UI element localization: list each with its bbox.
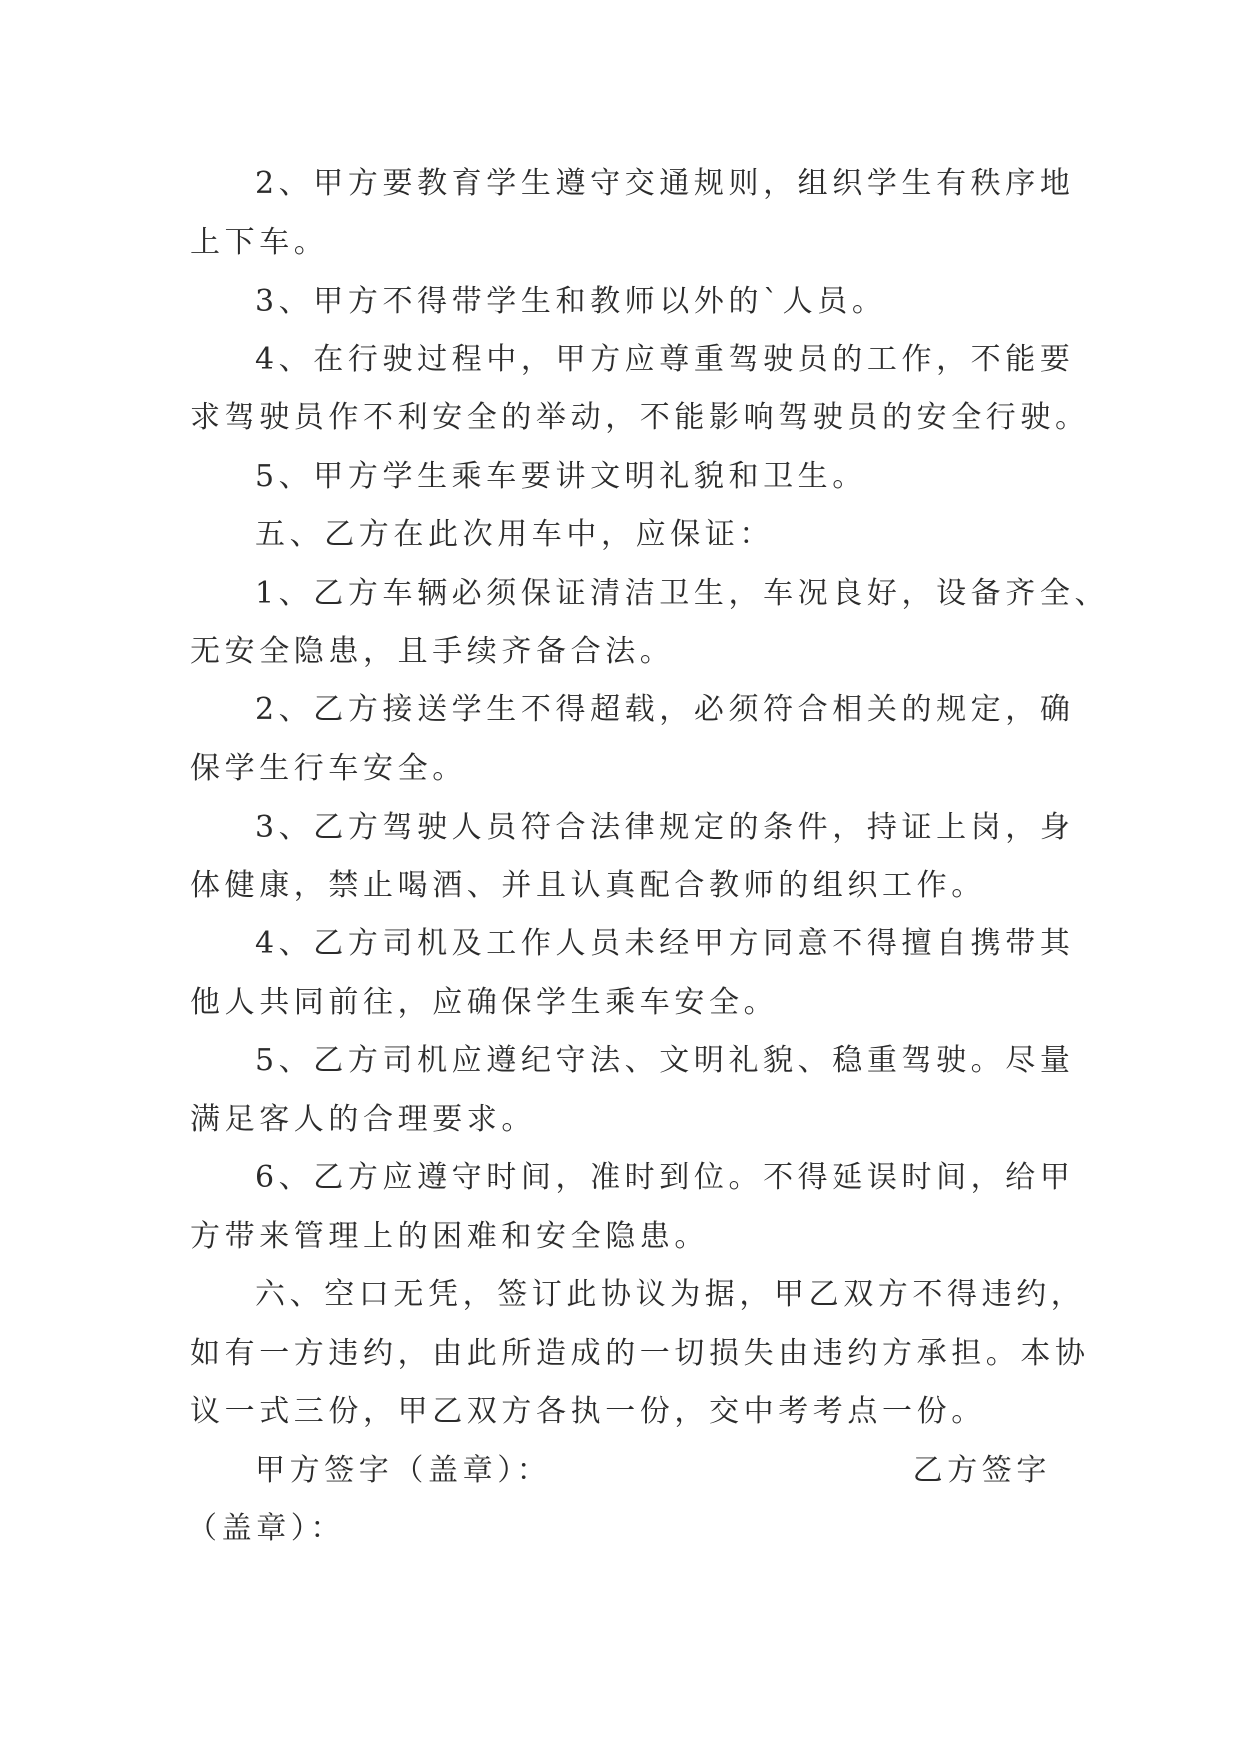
text-line: 1、乙方车辆必须保证清洁卫生，车况良好，设备齐全、 (255, 576, 1110, 611)
text-line: 5、乙方司机应遵纪守法、文明礼貌、稳重驾驶。尽量 (255, 1043, 1075, 1078)
text-line: 5、甲方学生乘车要讲文明礼貌和卫生。 (255, 459, 867, 494)
party-a-signature-label: 甲方签字（盖章）： (255, 1453, 552, 1488)
party-b-signature-label: 乙方签字 (912, 1453, 1051, 1488)
text-line: 6、乙方应遵守时间，准时到位。不得延误时间，给甲 (255, 1160, 1075, 1195)
section-heading: 六、空口无凭，签订此协议为据，甲乙双方不得违约， (255, 1277, 1086, 1312)
text-line: 满足客人的合理要求。 (190, 1102, 536, 1137)
text-line: 体健康，禁止喝酒、并且认真配合教师的组织工作。 (190, 868, 986, 903)
text-line: 上下车。 (190, 225, 329, 260)
section-heading: 五、乙方在此次用车中，应保证： (255, 517, 774, 552)
party-b-signature-label-cont: （盖章）： (187, 1511, 345, 1546)
text-line: 3、乙方驾驶人员符合法律规定的条件，持证上岗，身 (255, 810, 1075, 845)
text-line: 无安全隐患，且手续齐备合法。 (190, 634, 675, 669)
text-line: 4、乙方司机及工作人员未经甲方同意不得擅自携带其 (255, 926, 1075, 961)
text-line: 2、甲方要教育学生遵守交通规则，组织学生有秩序地 (255, 166, 1075, 201)
text-line: 4、在行驶过程中，甲方应尊重驾驶员的工作，不能要 (255, 342, 1075, 377)
text-line: 方带来管理上的困难和安全隐患。 (190, 1219, 709, 1254)
text-line: 议一式三份，甲乙双方各执一份，交中考考点一份。 (190, 1394, 986, 1429)
text-line: 3、甲方不得带学生和教师以外的`人员。 (255, 284, 887, 319)
text-line: 如有一方违约，由此所造成的一切损失由违约方承担。本协 (190, 1336, 1090, 1371)
text-line: 求驾驶员作不利安全的举动，不能影响驾驶员的安全行驶。 (190, 400, 1090, 435)
text-line: 保学生行车安全。 (190, 751, 467, 786)
text-line: 他人共同前往，应确保学生乘车安全。 (190, 985, 779, 1020)
text-line: 2、乙方接送学生不得超载，必须符合相关的规定，确 (255, 692, 1075, 727)
